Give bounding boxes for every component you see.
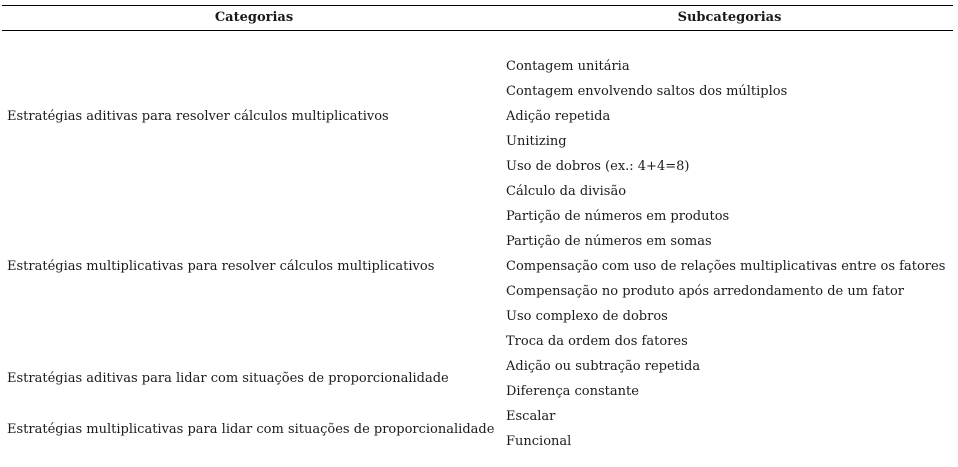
category-cell: Estratégias multiplicativas para lidar com situações de proporcionalidade [7, 422, 495, 437]
category-cell: Estratégias aditivas para lidar com situações de proporcionalidade [7, 371, 449, 386]
subcategory-cell: Uso complexo de dobros [506, 309, 668, 324]
table-body [2, 31, 953, 451]
subcategory-cell: Contagem envolvendo saltos dos múltiplos [506, 84, 788, 99]
header-subcategories: Subcategorias [677, 10, 782, 25]
subcategory-cell: Funcional [506, 434, 572, 449]
subcategory-cell: Uso de dobros (ex.: 4+4=8) [506, 159, 690, 174]
subcategory-cell: Compensação no produto após arredondamento de um fator [506, 284, 905, 299]
subcategory-cell: Troca da ordem dos fatores [506, 334, 688, 349]
subcategory-cell: Adição repetida [506, 109, 611, 124]
table-header-row [2, 6, 953, 30]
subcategory-cell: Compensação com uso de relações multiplicativas entre os fatores [506, 259, 946, 274]
subcategory-cell: Escalar [506, 409, 556, 424]
subcategory-cell: Unitizing [506, 134, 567, 149]
subcategory-cell: Partição de números em somas [506, 234, 712, 249]
subcategory-cell: Adição ou subtração repetida [506, 359, 701, 374]
subcategory-cell: Diferença constante [506, 384, 639, 399]
category-cell: Estratégias multiplicativas para resolver cálculos multiplicativos [7, 259, 435, 274]
categories-table [2, 5, 953, 451]
subcategory-cell: Contagem unitária [506, 59, 630, 74]
subcategory-cell: Partição de números em produtos [506, 209, 730, 224]
category-cell: Estratégias aditivas para resolver cálculos multiplicativos [7, 109, 389, 124]
header-categories: Categorias [214, 10, 294, 25]
subcategory-cell: Cálculo da divisão [506, 184, 627, 199]
